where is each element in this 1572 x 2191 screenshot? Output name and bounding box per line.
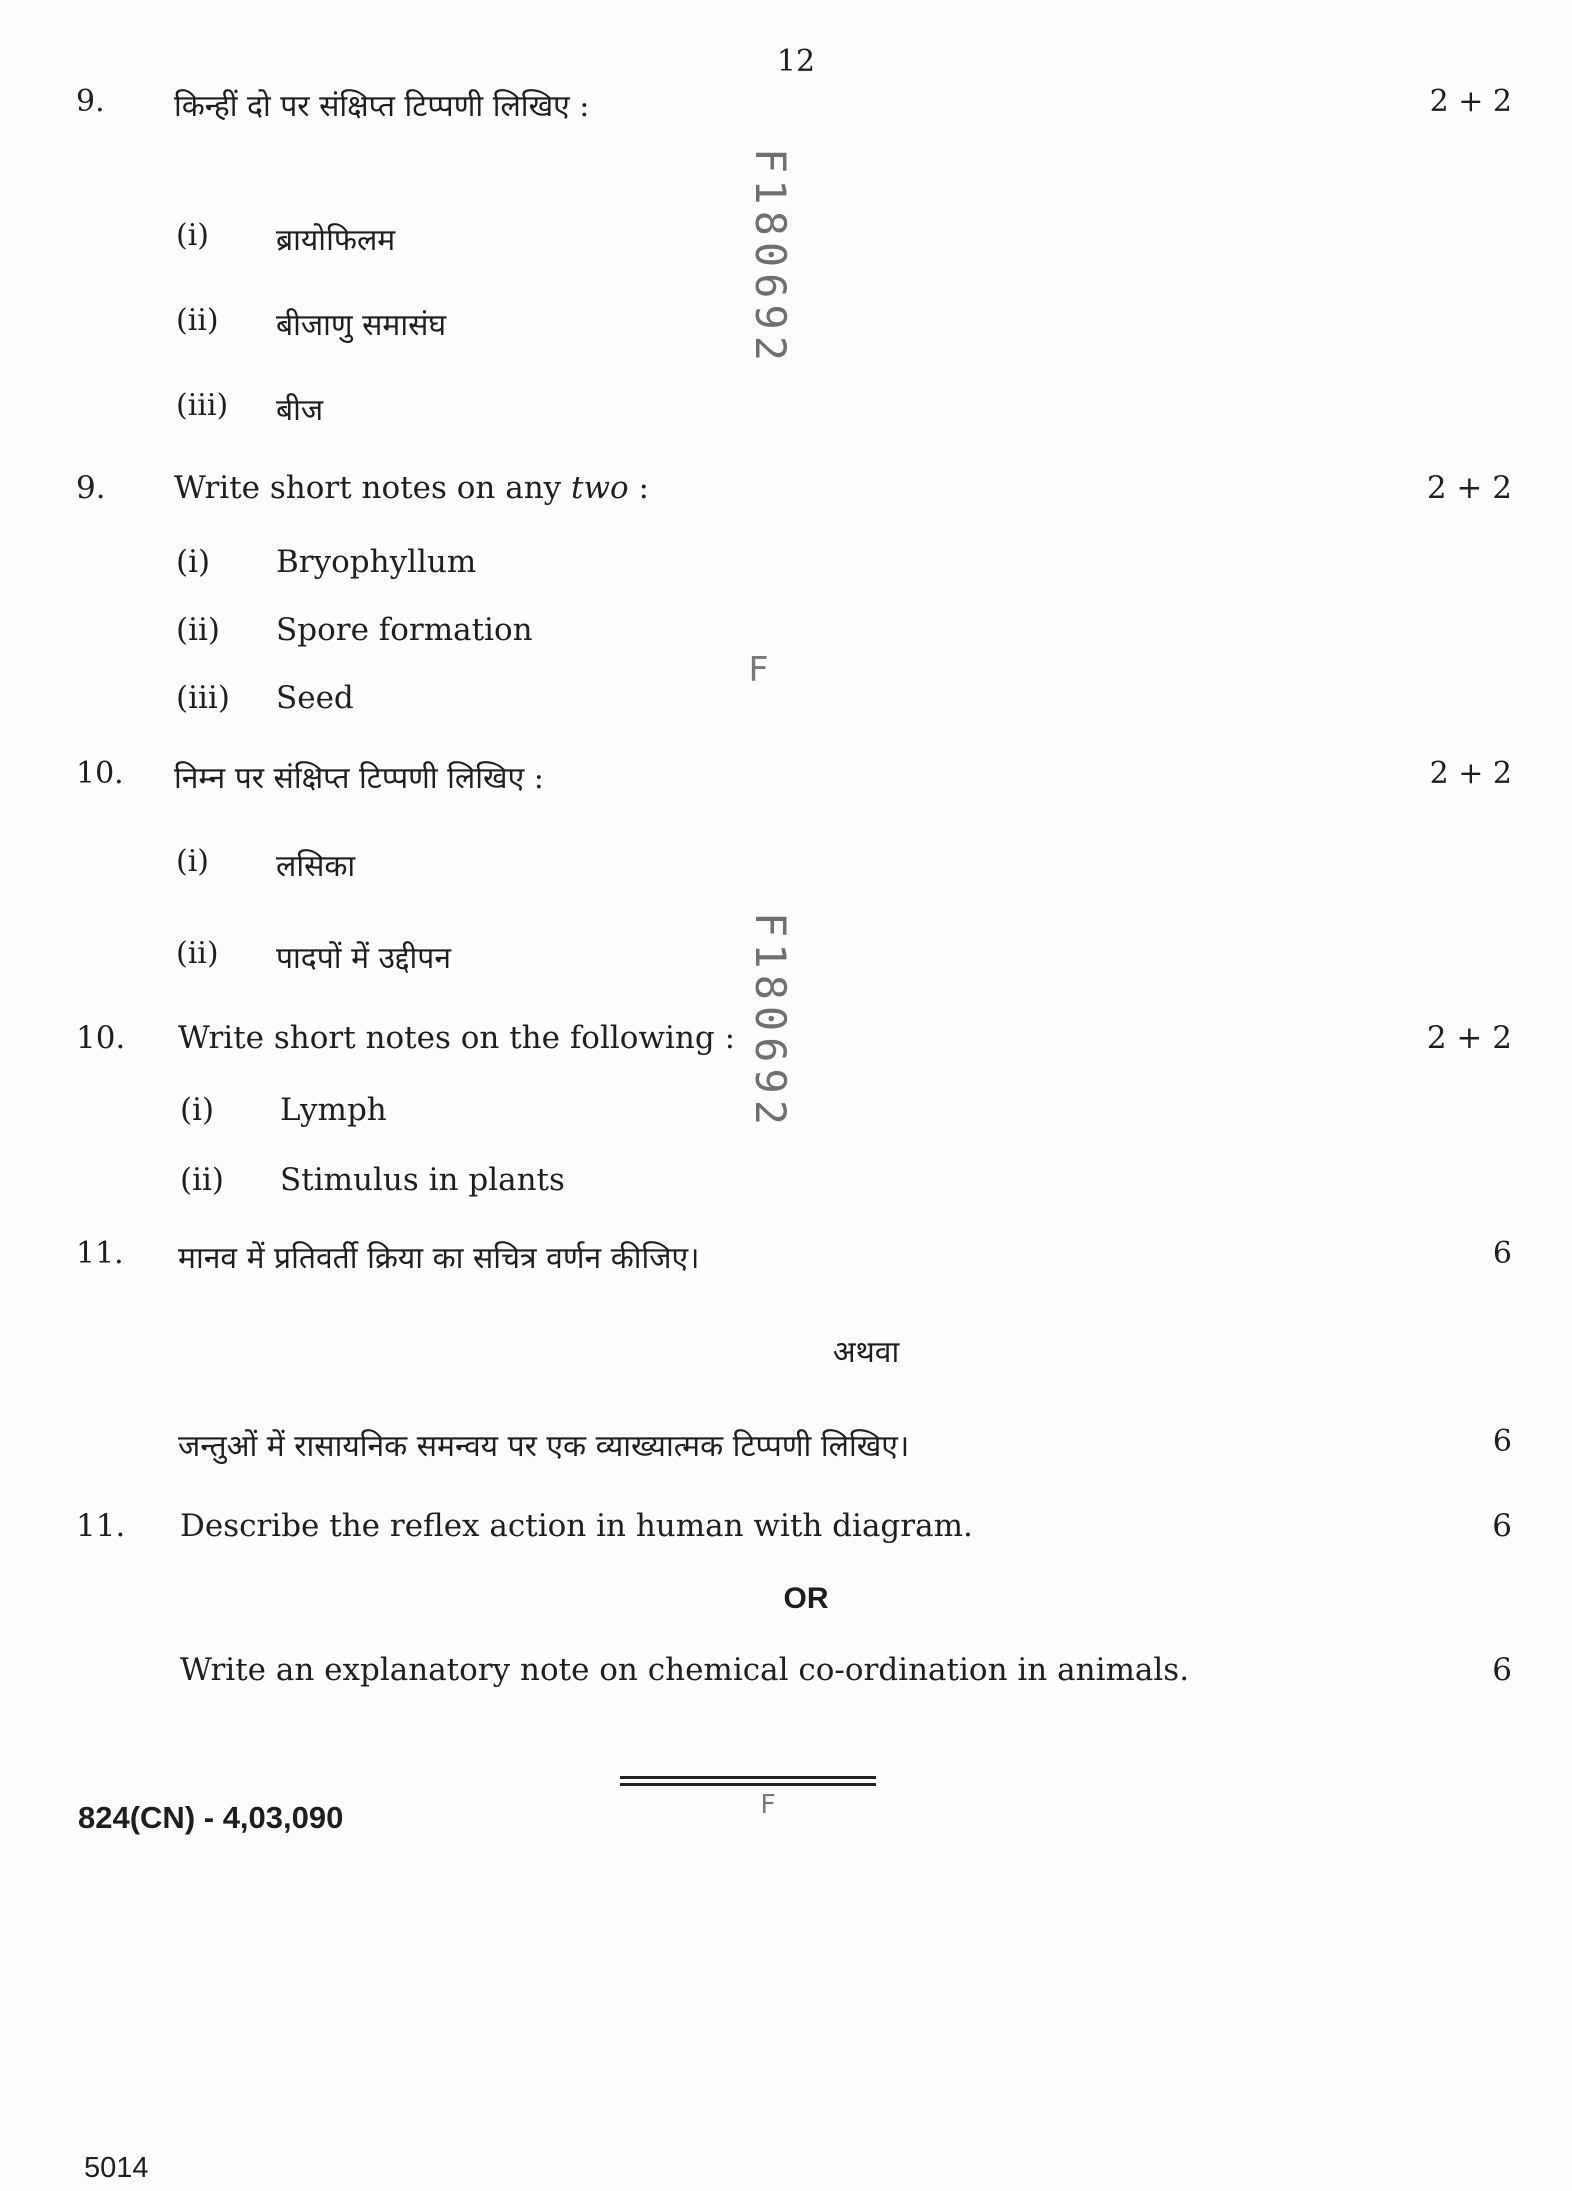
question-number: 11. — [76, 1236, 124, 1271]
question-marks: 6 — [1492, 1508, 1512, 1544]
subitem-roman: (iii) — [176, 388, 229, 423]
question-text: निम्न पर संक्षिप्त टिप्पणी लिखिए : — [174, 761, 544, 796]
subitem-text: Stimulus in plants — [280, 1162, 565, 1198]
question-marks: 2 + 2 — [1426, 470, 1512, 506]
subitem-roman: (i) — [176, 544, 211, 580]
question-marks: 2 + 2 — [1429, 756, 1512, 791]
paper-code: 824(CN) - 4,03,090 — [78, 1800, 344, 1835]
subitem-roman: (i) — [176, 218, 210, 253]
question-number: 9. — [76, 470, 106, 506]
subitem-text: Spore formation — [276, 612, 533, 648]
subitem-roman: (ii) — [176, 303, 219, 338]
question-text: Describe the reflex action in human with diagram. — [180, 1508, 973, 1544]
subitem-text: Bryophyllum — [276, 544, 477, 580]
page-number: 12 — [776, 44, 816, 79]
question-text: Write an explanatory note on chemical co-ordination in animals. — [180, 1652, 1190, 1688]
question-marks: 6 — [1492, 1652, 1512, 1688]
stamp-mark: F — [760, 1790, 776, 1820]
page-code: 5014 — [84, 2152, 149, 2184]
subitem-text: Seed — [276, 680, 354, 716]
subitem-text: Lymph — [280, 1092, 387, 1128]
subitem-text: पादपों में उद्दीपन — [276, 941, 451, 976]
question-text: मानव में प्रतिवर्ती क्रिया का सचित्र वर्णन कीजिए। — [178, 1241, 700, 1276]
question-marks: 6 — [1492, 1424, 1512, 1459]
roll-number-stamp: F180692 — [746, 912, 795, 1132]
end-rule — [620, 1776, 876, 1779]
or-label-english: OR — [783, 1582, 829, 1615]
question-marks: 2 + 2 — [1429, 84, 1512, 119]
subitem-text: ब्रायोफिलम — [276, 223, 396, 258]
question-number: 10. — [76, 1020, 126, 1056]
question-number: 9. — [76, 84, 105, 119]
question-text: किन्हीं दो पर संक्षिप्त टिप्पणी लिखिए : — [174, 89, 590, 124]
subitem-roman: (iii) — [176, 680, 230, 716]
subitem-text: बीज — [276, 393, 324, 428]
question-text-part: Write short notes on any — [174, 470, 572, 506]
subitem-roman: (ii) — [180, 1162, 225, 1198]
question-text: जन्तुओं में रासायनिक समन्वय पर एक व्याख्यात्मक टिप्पणी लिखिए। — [178, 1429, 910, 1464]
subitem-roman: (ii) — [176, 936, 219, 971]
question-marks: 6 — [1492, 1236, 1512, 1271]
question-number: 10. — [76, 756, 124, 791]
question-number: 11. — [76, 1508, 126, 1544]
roll-number-stamp: F180692 — [746, 148, 795, 368]
subitem-text: लसिका — [276, 849, 356, 884]
end-rule — [620, 1783, 876, 1786]
question-text-emphasis: two — [571, 470, 629, 506]
question-text — [174, 470, 649, 506]
question-text: Write short notes on the following : — [178, 1020, 736, 1056]
subitem-roman: (i) — [176, 844, 210, 879]
stamp-mark: F — [748, 650, 769, 690]
or-label-hindi: अथवा — [832, 1335, 900, 1370]
subitem-roman: (ii) — [176, 612, 221, 648]
subitem-roman: (i) — [180, 1092, 215, 1128]
question-text-part: : — [628, 470, 649, 506]
subitem-text: बीजाणु समासंघ — [276, 308, 447, 343]
question-marks: 2 + 2 — [1426, 1020, 1512, 1056]
